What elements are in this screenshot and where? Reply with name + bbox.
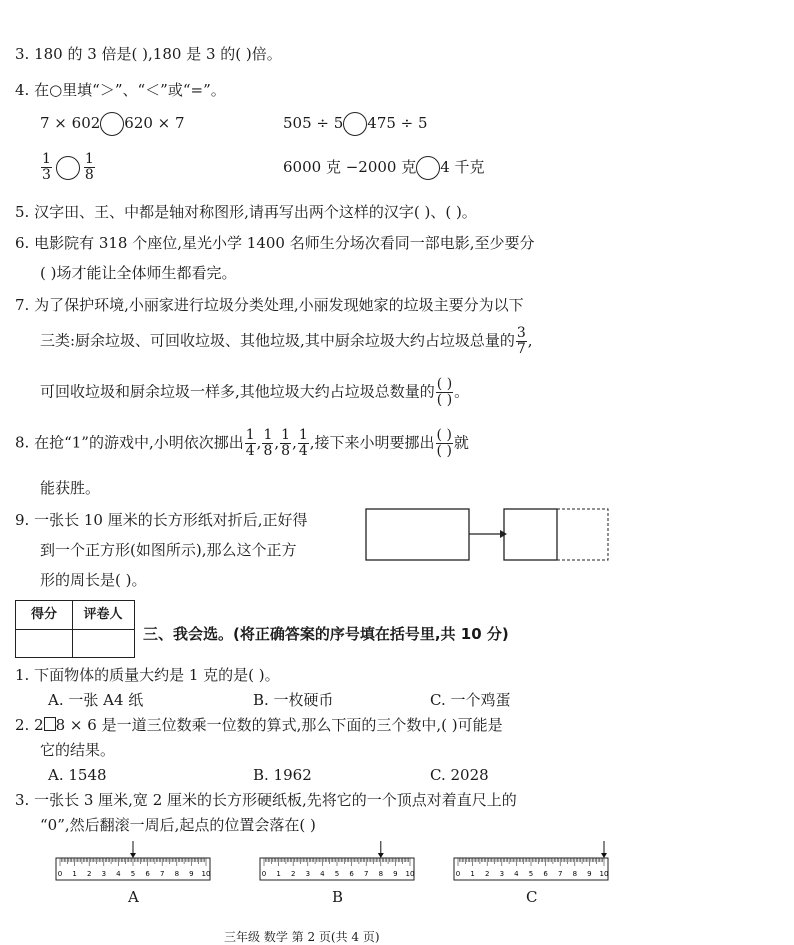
ruler-tick-label: 6 (145, 870, 150, 878)
compare-circle[interactable] (343, 112, 367, 136)
ruler-tick-label: 1 (470, 870, 475, 878)
expr: 475 ÷ 5 (367, 114, 428, 132)
s3q2-option-b[interactable]: B. 1962 (253, 766, 312, 784)
folded-square (504, 509, 557, 560)
q4-row1-right (283, 112, 428, 136)
question-9-line1: 9. 一张长 10 厘米的长方形纸对折后,正好得 (15, 511, 308, 529)
ruler-tick-label: 2 (290, 870, 296, 878)
ruler-option-label[interactable]: A (128, 888, 139, 906)
answer-fraction-blank[interactable]: $\frac{( )}{( )}$ (436, 376, 453, 408)
ruler-tick-label: 0 (57, 870, 63, 878)
ruler-tick-label: 8 (378, 870, 384, 878)
grader-header: 评卷人 (72, 601, 134, 630)
score-header: 得分 (16, 601, 73, 630)
fraction: $\frac{1}{8}$ (84, 151, 94, 183)
ruler-c (452, 840, 610, 884)
question-9-line2: 到一个正方形(如图所示),那么这个正方 (40, 541, 297, 559)
fraction: $\frac{1}{8}$ (281, 427, 291, 459)
fold-diagram (362, 505, 612, 565)
s3-question-3-line2: “0”,然后翻滚一周后,起点的位置会落在( ) (40, 816, 316, 834)
ruler-tick-label: 0 (455, 870, 461, 878)
question-7-line2: 三类:厨余垃圾、可回收垃圾、其他垃圾,其中厨余垃圾大约占垃圾总量的 $\frac{3}{7}$ , (40, 325, 533, 357)
ruler-a (54, 840, 212, 884)
question-7-line1: 7. 为了保护环境,小丽家进行垃圾分类处理,小丽发现她家的垃圾主要分为以下 (15, 296, 524, 314)
q4-row2-left (40, 152, 96, 183)
ruler-tick-label: 5 (130, 870, 136, 878)
compare-circle[interactable] (416, 156, 440, 180)
score-divider (72, 629, 73, 658)
expr: 620 × 7 (124, 114, 185, 132)
ruler-tick-label: 8 (572, 870, 578, 878)
ruler-option-label[interactable]: B (332, 888, 344, 906)
ruler-tick-label: 0 (261, 870, 267, 878)
ruler-tick-label: 3 (101, 870, 107, 878)
ruler-tick-label: 5 (528, 870, 534, 878)
fraction: $\frac{3}{7}$ (516, 325, 526, 357)
expr: 505 ÷ 5 (283, 114, 344, 132)
question-3: 3. 180 的 3 倍是( ),180 是 3 的( )倍。 (15, 45, 282, 63)
s3-question-3-line1: 3. 一张长 3 厘米,宽 2 厘米的长方形硬纸板,先将它的一个顶点对着直尺上的 (15, 791, 517, 809)
ruler-tick-label: 4 (320, 870, 325, 878)
ruler-tick-label: 6 (349, 870, 354, 878)
ruler-tick-label: 10 (599, 870, 609, 878)
ruler-tick-label: 6 (543, 870, 548, 878)
ruler-tick-label: 2 (86, 870, 92, 878)
s3-question-2-line1: 2. 2 8 × 6 是一道三位数乘一位数的算式,那么下面的三个数中,( )可能是 (15, 716, 503, 734)
fraction: $\frac{1}{8}$ (263, 427, 273, 459)
pointer-arrow-icon (378, 853, 384, 858)
ruler-tick-label: 7 (363, 870, 369, 878)
ruler-tick-label: 7 (557, 870, 563, 878)
question-7-line3: 可回收垃圾和厨余垃圾一样多,其他垃圾大约占垃圾总数量的 $\frac{( )}{( )}$ 。 (40, 376, 470, 408)
compare-circle[interactable] (56, 156, 80, 180)
fraction: $\frac{1}{3}$ (42, 151, 51, 183)
ruler-tick-label: 4 (514, 870, 519, 878)
s3q1-option-c[interactable]: C. 一个鸡蛋 (430, 691, 511, 709)
ruler-tick-label: 8 (174, 870, 180, 878)
answer-fraction-blank[interactable]: $\frac{( )}{( )}$ (436, 427, 452, 459)
s3q2-option-a[interactable]: A. 1548 (48, 766, 107, 784)
blank-digit-box (44, 717, 56, 731)
ruler-tick-label: 9 (189, 870, 194, 878)
ruler-tick-label: 3 (305, 870, 311, 878)
rectangle-paper (366, 509, 469, 560)
expr: 6000 克 −2000 克 (283, 158, 417, 176)
s3q1-option-a[interactable]: A. 一张 A4 纸 (48, 691, 144, 709)
ruler-tick-label: 10 (201, 870, 211, 878)
question-8-line2: 能获胜。 (40, 479, 101, 497)
folded-half-dashed (557, 509, 608, 560)
score-box (15, 600, 135, 658)
s3-question-2-line2: 它的结果。 (40, 741, 116, 759)
q4-row1-left (40, 112, 185, 136)
pointer-arrow-icon (130, 853, 136, 858)
ruler-tick-label: 7 (159, 870, 165, 878)
question-5: 5. 汉字田、王、中都是轴对称图形,请再写出两个这样的汉字( )、( )。 (15, 203, 477, 221)
fraction: $\frac{1}{4}$ (245, 427, 255, 459)
ruler-tick-label: 3 (499, 870, 505, 878)
ruler-tick-label: 1 (72, 870, 77, 878)
ruler-tick-label: 2 (484, 870, 490, 878)
q4-row2-right (283, 156, 485, 180)
expr: 4 千克 (440, 158, 485, 176)
ruler-option-label[interactable]: C (526, 888, 538, 906)
s3q2-option-c[interactable]: C. 2028 (430, 766, 489, 784)
pointer-arrow-icon (601, 853, 607, 858)
ruler-tick-label: 9 (393, 870, 398, 878)
ruler-b (258, 840, 416, 884)
ruler-tick-label: 1 (276, 870, 281, 878)
ruler-tick-label: 5 (334, 870, 340, 878)
question-6-line1: 6. 电影院有 318 个座位,星光小学 1400 名师生分场次看同一部电影,至少要分 (15, 234, 535, 252)
ruler-tick-label: 9 (587, 870, 592, 878)
ruler-tick-label: 10 (405, 870, 415, 878)
ruler-tick-label: 4 (116, 870, 121, 878)
page-footer: 三年级 数学 第 2 页(共 4 页) (224, 930, 380, 944)
fraction: $\frac{1}{4}$ (298, 427, 308, 459)
compare-circle[interactable] (100, 112, 124, 136)
section-3-title: 三、我会选。(将正确答案的序号填在括号里,共 10 分) (143, 625, 509, 643)
s3-question-1: 1. 下面物体的质量大约是 1 克的是( )。 (15, 666, 280, 684)
question-8-line1: 8. 在抢“1”的游戏中,小明依次挪出 $\frac{1}{4}$ , $\frac{1}{8}$ , $\frac{1}{8}$ , $\frac{1}{4}$ ,接下来小明要挪出 $\frac{( )}{( )}$ 就 (15, 427, 469, 459)
expr: 7 × 602 (40, 114, 101, 132)
question-6-line2: ( )场才能让全体师生都看完。 (40, 264, 237, 282)
s3q1-option-b[interactable]: B. 一枚硬币 (253, 691, 334, 709)
question-4-title: 4. 在○里填“＞”、“＜”或“=”。 (15, 81, 226, 99)
question-9-line3: 形的周长是( )。 (40, 571, 147, 589)
